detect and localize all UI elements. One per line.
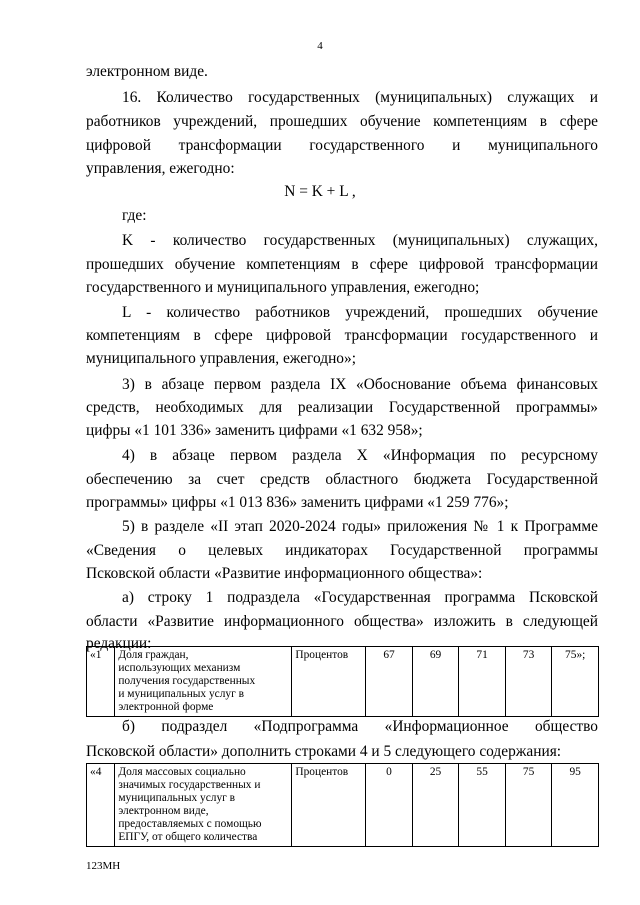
paragraph-line: программы» цифры «1 013 836» заменить цифрами «1 259 776»; [86,494,509,511]
indicator-table-row-1 [86,646,599,717]
page-number: 4 [317,40,323,52]
paragraph-line: области «Развитие информационного общества» изложить в следующей [86,613,598,630]
paragraph-line: 5) в разделе «II этап 2020-2024 годы» приложения № 1 к Программе [122,518,598,535]
paragraph-line: средств, необходимых для реализации Государственной программы» [86,399,598,416]
value-cell: 67 [366,647,413,717]
table-row [87,647,599,717]
paragraph-line: K - количество государственных (муниципальных) служащих, [122,232,598,249]
indicator-name-line: муниципальных услуг в [118,792,236,804]
value-cell: 0 [366,764,413,847]
indicator-name-line: электронной форме [118,701,214,713]
value-cell: 71 [459,647,506,717]
indicator-name-line: ЕПГУ, от общего количества [118,831,258,843]
paragraph-line: б) подраздел «Подпрограмма «Информационное общество [122,718,598,735]
paragraph-line: цифры «1 101 336» заменить цифрами «1 632 958»; [86,422,423,439]
paragraph-line: муниципального управления, ежегодно»; [86,350,356,367]
value-cell: 55 [459,764,506,847]
value-cell: 75»; [552,647,599,717]
paragraph-line: Псковской области» дополнить строками 4 и 5 следующего содержания: [86,743,562,760]
formula: N = K + L , [284,183,356,200]
paragraph-line: работников учреждений, прошедших обучение компетенциям в сфере [86,113,598,130]
table-row [87,764,599,847]
paragraph-line: «Сведения о целевых индикаторах Государственной программы [86,542,598,559]
paragraph-line: обеспечению за счет средств областного бюджета Государственной [86,471,598,488]
paragraph-line: редакции: [86,635,152,652]
row-number: «1 [87,647,115,717]
document-code: 123МН [86,860,121,872]
value-cell: 95 [552,764,599,847]
paragraph-line: а) строку 1 подраздела «Государственная программа Псковской [122,589,598,606]
indicator-name-line: предоставляемых с помощью [118,818,262,830]
indicator-name-line: электронном виде, [118,805,209,817]
indicator-name-line: получения государственных [118,675,256,687]
paragraph-line: L - количество работников учреждений, прошедших обучение [122,304,598,321]
value-cell: 75 [505,764,552,847]
value-cell: 73 [505,647,552,717]
paragraph-line: где: [122,207,147,224]
paragraph-line: управления, ежегодно: [86,160,235,177]
paragraph-line: 3) в абзаце первом раздела IX «Обоснование объема финансовых [122,376,598,393]
paragraph-line: государственного и муниципального управления, ежегодно; [86,279,480,296]
indicator-name-line: Доля граждан, [118,649,189,661]
indicator-name-line: Доля массовых социально [118,766,246,778]
indicator-name [115,764,292,847]
value-cell: 25 [412,764,459,847]
value-cell: 69 [412,647,459,717]
paragraph-line: прошедших обучение компетенциям в сфере цифровой трансформации [86,256,598,273]
paragraph-line: компетенциям в сфере цифровой трансформации государственного и [86,327,598,344]
unit-cell: Процентов [292,647,366,717]
paragraph-line: 4) в абзаце первом раздела X «Информация по ресурсному [122,447,598,464]
indicator-name-line: и муниципальных услуг в [118,688,245,700]
indicator-table-row-4 [86,763,599,847]
paragraph-line: 16. Количество государственных (муниципальных) служащих и [122,89,598,106]
indicator-name [115,647,292,717]
paragraph-line: цифровой трансформации государственного и муниципального [86,137,598,154]
indicator-name-line: использующих механизм [118,662,241,674]
row-number: «4 [87,764,115,847]
paragraph-line: Псковской области «Развитие информационного общества»: [86,565,483,582]
indicator-name-line: значимых государственных и [118,779,261,791]
paragraph-line: электронном виде. [86,63,208,80]
unit-cell: Процентов [292,764,366,847]
